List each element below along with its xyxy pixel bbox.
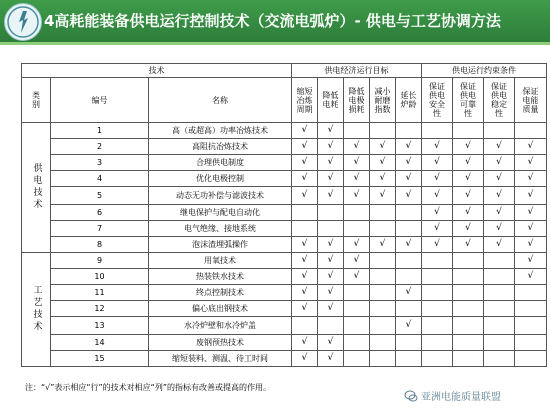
header-row-columns — [22, 78, 547, 123]
col-constraint-2: 保证 供电 可靠 性 — [453, 78, 484, 123]
check-cell: √ — [484, 187, 515, 205]
row-name: 合理供电制度 — [149, 155, 292, 171]
row-number: 1 — [51, 123, 149, 139]
check-cell: √ — [318, 187, 344, 205]
check-cell: √ — [515, 205, 547, 221]
row-number: 5 — [51, 187, 149, 205]
check-cell — [422, 253, 453, 269]
row-name: 动态无功补偿与滤波技术 — [149, 187, 292, 205]
category-cell — [22, 123, 51, 253]
check-cell: √ — [318, 237, 344, 253]
check-cell — [396, 123, 422, 139]
check-cell: √ — [318, 123, 344, 139]
check-cell: √ — [344, 187, 370, 205]
check-cell: √ — [396, 155, 422, 171]
header-econ-group: 供电经济运行目标 — [292, 64, 422, 78]
check-cell — [484, 285, 515, 301]
row-name: 继电保护与配电自动化 — [149, 205, 292, 221]
check-cell — [370, 317, 396, 335]
table-row — [22, 317, 547, 335]
check-cell — [396, 205, 422, 221]
check-cell — [453, 123, 484, 139]
col-number: 编号 — [51, 78, 149, 123]
check-cell — [344, 123, 370, 139]
check-cell — [453, 317, 484, 335]
row-name: 高阻抗冶炼技术 — [149, 139, 292, 155]
check-cell: √ — [344, 237, 370, 253]
check-cell — [344, 221, 370, 237]
check-cell: √ — [422, 187, 453, 205]
check-cell: √ — [453, 237, 484, 253]
check-cell: √ — [396, 187, 422, 205]
check-cell — [515, 301, 547, 317]
check-cell — [484, 335, 515, 351]
col-econ-4: 减小 耐磨 指数 — [370, 78, 396, 123]
row-number: 8 — [51, 237, 149, 253]
check-cell — [370, 351, 396, 367]
check-cell: √ — [292, 237, 318, 253]
check-cell: √ — [318, 139, 344, 155]
check-cell: √ — [422, 205, 453, 221]
col-econ-5: 延长 炉龄 — [396, 78, 422, 123]
check-cell: √ — [318, 155, 344, 171]
row-name: 缩短装料、测温、待工时间 — [149, 351, 292, 367]
check-cell — [484, 317, 515, 335]
check-cell — [422, 269, 453, 285]
check-cell: √ — [292, 139, 318, 155]
tech-matrix-table — [21, 63, 547, 367]
check-cell — [453, 285, 484, 301]
col-constraint-1: 保证 供电 安全 性 — [422, 78, 453, 123]
check-cell: √ — [422, 155, 453, 171]
check-cell: √ — [318, 351, 344, 367]
check-cell: √ — [292, 335, 318, 351]
check-cell — [292, 317, 318, 335]
col-category: 类 别 — [22, 78, 51, 123]
table-row — [22, 139, 547, 155]
check-cell — [318, 317, 344, 335]
check-cell — [318, 205, 344, 221]
table-note: 注：“√”表示相应“行”的技术对相应“列”的指标有改善或提高的作用。 — [25, 383, 271, 392]
row-number: 2 — [51, 139, 149, 155]
check-cell — [484, 269, 515, 285]
header-row-groups — [22, 64, 547, 78]
row-name: 热装铁水技术 — [149, 269, 292, 285]
table-row — [22, 123, 547, 139]
check-cell: √ — [515, 187, 547, 205]
check-cell: √ — [515, 221, 547, 237]
table-row — [22, 285, 547, 301]
header-constraint-group: 供电运行约束条件 — [422, 64, 547, 78]
check-cell: √ — [318, 253, 344, 269]
check-cell — [515, 335, 547, 351]
check-cell — [422, 335, 453, 351]
check-cell — [396, 269, 422, 285]
check-cell — [422, 301, 453, 317]
row-name: 高（或超高）功率冶炼技术 — [149, 123, 292, 139]
row-name: 电气绝缘、接地系统 — [149, 221, 292, 237]
col-econ-3: 降低 电极 损耗 — [344, 78, 370, 123]
check-cell — [515, 285, 547, 301]
check-cell — [396, 253, 422, 269]
check-cell: √ — [344, 155, 370, 171]
row-name: 废钢预热技术 — [149, 335, 292, 351]
row-number: 3 — [51, 155, 149, 171]
check-cell: √ — [344, 171, 370, 187]
row-number: 14 — [51, 335, 149, 351]
row-number: 12 — [51, 301, 149, 317]
check-cell: √ — [370, 171, 396, 187]
check-cell: √ — [292, 351, 318, 367]
col-econ-2: 降低 电耗 — [318, 78, 344, 123]
check-cell — [344, 205, 370, 221]
table-row — [22, 205, 547, 221]
table-row — [22, 351, 547, 367]
check-cell: √ — [484, 205, 515, 221]
title-bar — [0, 0, 550, 42]
check-cell — [396, 335, 422, 351]
check-cell: √ — [422, 171, 453, 187]
check-cell — [370, 123, 396, 139]
check-cell: √ — [318, 301, 344, 317]
check-cell — [318, 221, 344, 237]
row-name: 优化电极控制 — [149, 171, 292, 187]
check-cell: √ — [292, 123, 318, 139]
check-cell: √ — [484, 221, 515, 237]
check-cell: √ — [370, 237, 396, 253]
check-cell — [453, 335, 484, 351]
check-cell — [370, 301, 396, 317]
check-cell: √ — [453, 155, 484, 171]
row-number: 10 — [51, 269, 149, 285]
check-cell: √ — [484, 139, 515, 155]
check-cell: √ — [515, 237, 547, 253]
slide-title: 4高耗能装备供电运行控制技术（交流电弧炉）- 供电与工艺协调方法 — [44, 12, 501, 30]
check-cell: √ — [396, 317, 422, 335]
table-row — [22, 155, 547, 171]
check-cell: √ — [318, 335, 344, 351]
logo-icon — [4, 3, 42, 41]
table-row — [22, 171, 547, 187]
check-cell: √ — [370, 139, 396, 155]
check-cell — [484, 301, 515, 317]
check-cell: √ — [422, 139, 453, 155]
check-cell — [422, 317, 453, 335]
check-cell — [344, 285, 370, 301]
row-number: 15 — [51, 351, 149, 367]
check-cell — [344, 351, 370, 367]
check-cell: √ — [453, 139, 484, 155]
check-cell — [422, 123, 453, 139]
check-cell: √ — [484, 237, 515, 253]
row-number: 6 — [51, 205, 149, 221]
check-cell — [453, 351, 484, 367]
check-cell — [484, 351, 515, 367]
table-row — [22, 253, 547, 269]
check-cell: √ — [292, 285, 318, 301]
row-name: 泡沫渣埋弧操作 — [149, 237, 292, 253]
col-constraint-3: 保证 供电 稳定 性 — [484, 78, 515, 123]
check-cell: √ — [515, 155, 547, 171]
check-cell: √ — [515, 139, 547, 155]
check-cell: √ — [515, 171, 547, 187]
row-name: 偏心底出钢技术 — [149, 301, 292, 317]
check-cell — [422, 351, 453, 367]
check-cell: √ — [292, 171, 318, 187]
category-cell — [22, 253, 51, 367]
check-cell: √ — [292, 253, 318, 269]
header-tech: 技术 — [22, 64, 292, 78]
check-cell — [370, 205, 396, 221]
check-cell: √ — [396, 139, 422, 155]
check-cell — [370, 335, 396, 351]
check-cell: √ — [318, 269, 344, 285]
row-name: 终点控制技术 — [149, 285, 292, 301]
check-cell: √ — [292, 269, 318, 285]
row-number: 4 — [51, 171, 149, 187]
check-cell — [344, 301, 370, 317]
row-number: 11 — [51, 285, 149, 301]
check-cell: √ — [370, 155, 396, 171]
check-cell: √ — [370, 187, 396, 205]
category-label: 供电技术 — [31, 162, 42, 211]
check-cell — [484, 123, 515, 139]
row-name: 水冷炉壁和水冷炉盖 — [149, 317, 292, 335]
check-cell — [515, 351, 547, 367]
check-cell: √ — [422, 221, 453, 237]
watermark-text: 亚洲电能质量联盟 — [421, 392, 501, 403]
col-econ-1: 缩短 冶炼 周期 — [292, 78, 318, 123]
check-cell: √ — [292, 155, 318, 171]
row-number: 7 — [51, 221, 149, 237]
check-cell — [396, 301, 422, 317]
check-cell — [370, 221, 396, 237]
check-cell: √ — [318, 285, 344, 301]
check-cell — [292, 205, 318, 221]
check-cell: √ — [318, 171, 344, 187]
check-cell: √ — [344, 269, 370, 285]
check-cell: √ — [453, 205, 484, 221]
check-cell — [515, 317, 547, 335]
check-cell: √ — [396, 237, 422, 253]
table-row — [22, 221, 547, 237]
row-number: 9 — [51, 253, 149, 269]
check-cell — [453, 269, 484, 285]
wechat-icon — [404, 389, 418, 403]
check-cell: √ — [344, 139, 370, 155]
check-cell: √ — [292, 301, 318, 317]
check-cell — [370, 269, 396, 285]
table-row — [22, 237, 547, 253]
check-cell: √ — [484, 171, 515, 187]
row-number: 13 — [51, 317, 149, 335]
check-cell — [370, 253, 396, 269]
check-cell — [396, 221, 422, 237]
title-divider — [0, 42, 550, 45]
col-constraint-4: 保证 电能 质量 — [515, 78, 547, 123]
check-cell — [396, 351, 422, 367]
check-cell — [422, 285, 453, 301]
table-row — [22, 269, 547, 285]
check-cell: √ — [292, 187, 318, 205]
col-name: 名称 — [149, 78, 292, 123]
check-cell: √ — [344, 253, 370, 269]
check-cell: √ — [515, 269, 547, 285]
check-cell — [344, 335, 370, 351]
check-cell — [292, 221, 318, 237]
check-cell: √ — [396, 285, 422, 301]
check-cell: √ — [453, 187, 484, 205]
table-row — [22, 301, 547, 317]
watermark — [404, 388, 501, 403]
check-cell: √ — [396, 171, 422, 187]
check-cell — [344, 317, 370, 335]
row-name: 用氧技术 — [149, 253, 292, 269]
check-cell: √ — [453, 171, 484, 187]
check-cell: √ — [515, 253, 547, 269]
check-cell — [453, 301, 484, 317]
check-cell: √ — [422, 237, 453, 253]
table-row — [22, 187, 547, 205]
table-row — [22, 335, 547, 351]
check-cell — [370, 285, 396, 301]
check-cell: √ — [453, 221, 484, 237]
category-label: 工艺技术 — [31, 284, 42, 333]
check-cell — [484, 253, 515, 269]
check-cell: √ — [484, 155, 515, 171]
check-cell — [453, 253, 484, 269]
check-cell — [515, 123, 547, 139]
